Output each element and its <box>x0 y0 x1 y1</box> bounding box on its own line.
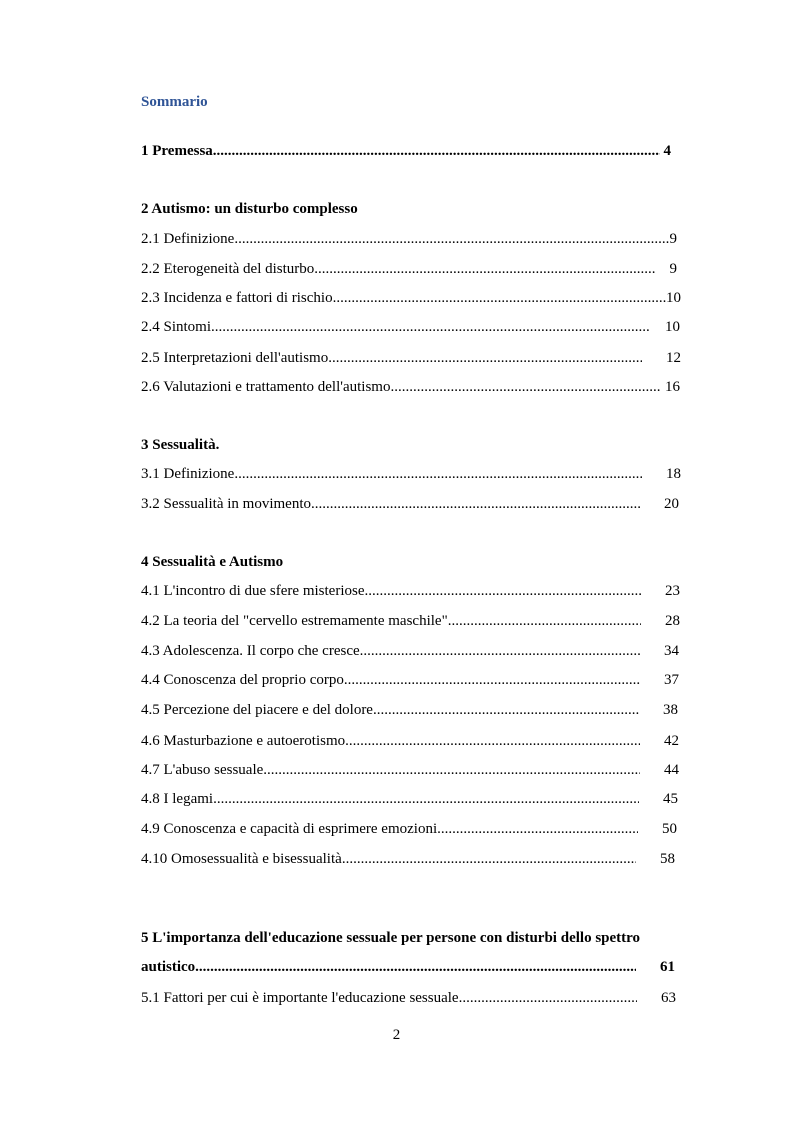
toc-heading-chapter-3[interactable]: 3 Sessualità. <box>141 437 220 453</box>
toc-leader-dots <box>234 464 642 484</box>
toc-entry-label: autistico <box>141 959 196 975</box>
toc-entry-5-autistico[interactable] <box>141 957 675 977</box>
toc-leader-dots <box>328 348 642 368</box>
toc-entry-5-1[interactable] <box>141 988 676 1008</box>
toc-entry-page: 18 <box>666 466 681 482</box>
toc-leader-dots <box>263 760 640 780</box>
toc-entry-page: 61 <box>660 959 675 975</box>
toc-entry-label: 4.10 Omosessualità e bisessualità <box>141 851 342 867</box>
toc-leader-dots <box>213 789 639 809</box>
toc-leader-dots <box>333 288 666 308</box>
toc-entry-page: 63 <box>661 990 676 1006</box>
toc-entry-2-4[interactable] <box>141 317 680 337</box>
toc-entry-3-1[interactable] <box>141 464 681 484</box>
toc-entry-page: 50 <box>662 821 677 837</box>
toc-entry-3-2[interactable] <box>141 494 679 514</box>
toc-leader-dots <box>311 494 640 514</box>
toc-leader-dots <box>213 141 660 161</box>
toc-entry-label: 3.2 Sessualità in movimento <box>141 496 311 512</box>
toc-entry-page: 10 <box>666 290 681 306</box>
toc-leader-dots <box>344 670 640 690</box>
toc-entry-page: 16 <box>665 379 680 395</box>
toc-entry-4-1[interactable] <box>141 581 680 601</box>
toc-entry-page: 20 <box>664 496 679 512</box>
toc-leader-dots <box>360 641 640 661</box>
toc-entry-label: 4.7 L'abuso sessuale <box>141 762 264 778</box>
toc-entry-page: 58 <box>660 851 675 867</box>
toc-entry-label: 2.6 Valutazioni e trattamento dell'autismo <box>141 379 391 395</box>
toc-leader-dots <box>390 377 661 397</box>
toc-entry-4-5[interactable] <box>141 700 678 720</box>
toc-entry-4-2[interactable] <box>141 611 680 631</box>
toc-leader-dots <box>195 957 636 977</box>
toc-entry-page: 42 <box>664 733 679 749</box>
toc-entry-4-7[interactable] <box>141 760 679 780</box>
toc-entry-page: 9 <box>669 261 677 277</box>
toc-entry-label: 4.3 Adolescenza. Il corpo che cresce <box>141 643 360 659</box>
toc-leader-dots <box>234 229 669 249</box>
toc-leader-dots <box>437 819 638 839</box>
toc-entry-label: 5.1 Fattori per cui è importante l'educazione sessuale <box>141 990 459 1006</box>
toc-entry-page: 44 <box>664 762 679 778</box>
toc-leader-dots <box>211 317 649 337</box>
toc-entry-page: 10 <box>665 319 680 335</box>
toc-entry-page: 37 <box>664 672 679 688</box>
toc-entry-label: 4.5 Percezione del piacere e del dolore <box>141 702 373 718</box>
toc-entry-label: 2.5 Interpretazioni dell'autismo <box>141 350 329 366</box>
toc-entry-label: 2.3 Incidenza e fattori di rischio <box>141 290 333 306</box>
toc-leader-dots <box>342 849 636 869</box>
toc-entry-page: 38 <box>663 702 678 718</box>
toc-heading-chapter-4[interactable]: 4 Sessualità e Autismo <box>141 554 284 570</box>
toc-entry-label: 1 Premessa <box>141 143 213 159</box>
toc-entry-page: 12 <box>666 350 681 366</box>
toc-entry-label: 2.1 Definizione <box>141 231 235 247</box>
toc-entry-2-5[interactable] <box>141 348 681 368</box>
toc-entry-4-9[interactable] <box>141 819 677 839</box>
toc-leader-dots <box>364 581 641 601</box>
toc-entry-page: 45 <box>663 791 678 807</box>
toc-entry-label: 4.9 Conoscenza e capacità di esprimere emozioni <box>141 821 438 837</box>
toc-entry-2-1[interactable] <box>141 229 677 249</box>
toc-entry-label: 4.4 Conoscenza del proprio corpo <box>141 672 344 688</box>
toc-entry-page: 23 <box>665 583 680 599</box>
toc-entry-page: 9 <box>669 231 677 247</box>
toc-entry-page: 34 <box>664 643 679 659</box>
toc-entry-4-4[interactable] <box>141 670 679 690</box>
toc-entry-page: 28 <box>665 613 680 629</box>
toc-leader-dots <box>345 731 640 751</box>
toc-leader-dots <box>448 611 641 631</box>
toc-entry-4-10[interactable] <box>141 849 675 869</box>
toc-entry-2-3[interactable] <box>141 288 681 308</box>
toc-entry-label: 4.8 I legami <box>141 791 214 807</box>
toc-leader-dots <box>373 700 639 720</box>
toc-leader-dots <box>314 259 655 279</box>
page-number: 2 <box>392 1027 401 1043</box>
toc-entry-2-6[interactable] <box>141 377 680 397</box>
toc-entry-label: 2.4 Sintomi <box>141 319 212 335</box>
toc-entry-label: 4.6 Masturbazione e autoerotismo <box>141 733 346 749</box>
toc-leader-dots <box>459 988 637 1008</box>
toc-entry-4-6[interactable] <box>141 731 679 751</box>
toc-entry-label: 4.1 L'incontro di due sfere misteriose <box>141 583 365 599</box>
toc-entry-premessa[interactable] <box>141 141 671 161</box>
toc-title: Sommario <box>141 94 208 110</box>
toc-entry-label: 3.1 Definizione <box>141 466 235 482</box>
toc-heading-chapter-2[interactable]: 2 Autismo: un disturbo complesso <box>141 201 358 217</box>
toc-entry-label: 2.2 Eterogeneità del disturbo <box>141 261 315 277</box>
toc-entry-4-3[interactable] <box>141 641 679 661</box>
toc-entry-2-2[interactable] <box>141 259 677 279</box>
toc-entry-4-8[interactable] <box>141 789 678 809</box>
toc-heading-chapter-5[interactable]: 5 L'importanza dell'educazione sessuale per persone con disturbi dello spettro <box>141 930 641 946</box>
toc-entry-label: 4.2 La teoria del "cervello estremamente maschile" <box>141 613 448 629</box>
toc-entry-page: 4 <box>663 143 671 159</box>
